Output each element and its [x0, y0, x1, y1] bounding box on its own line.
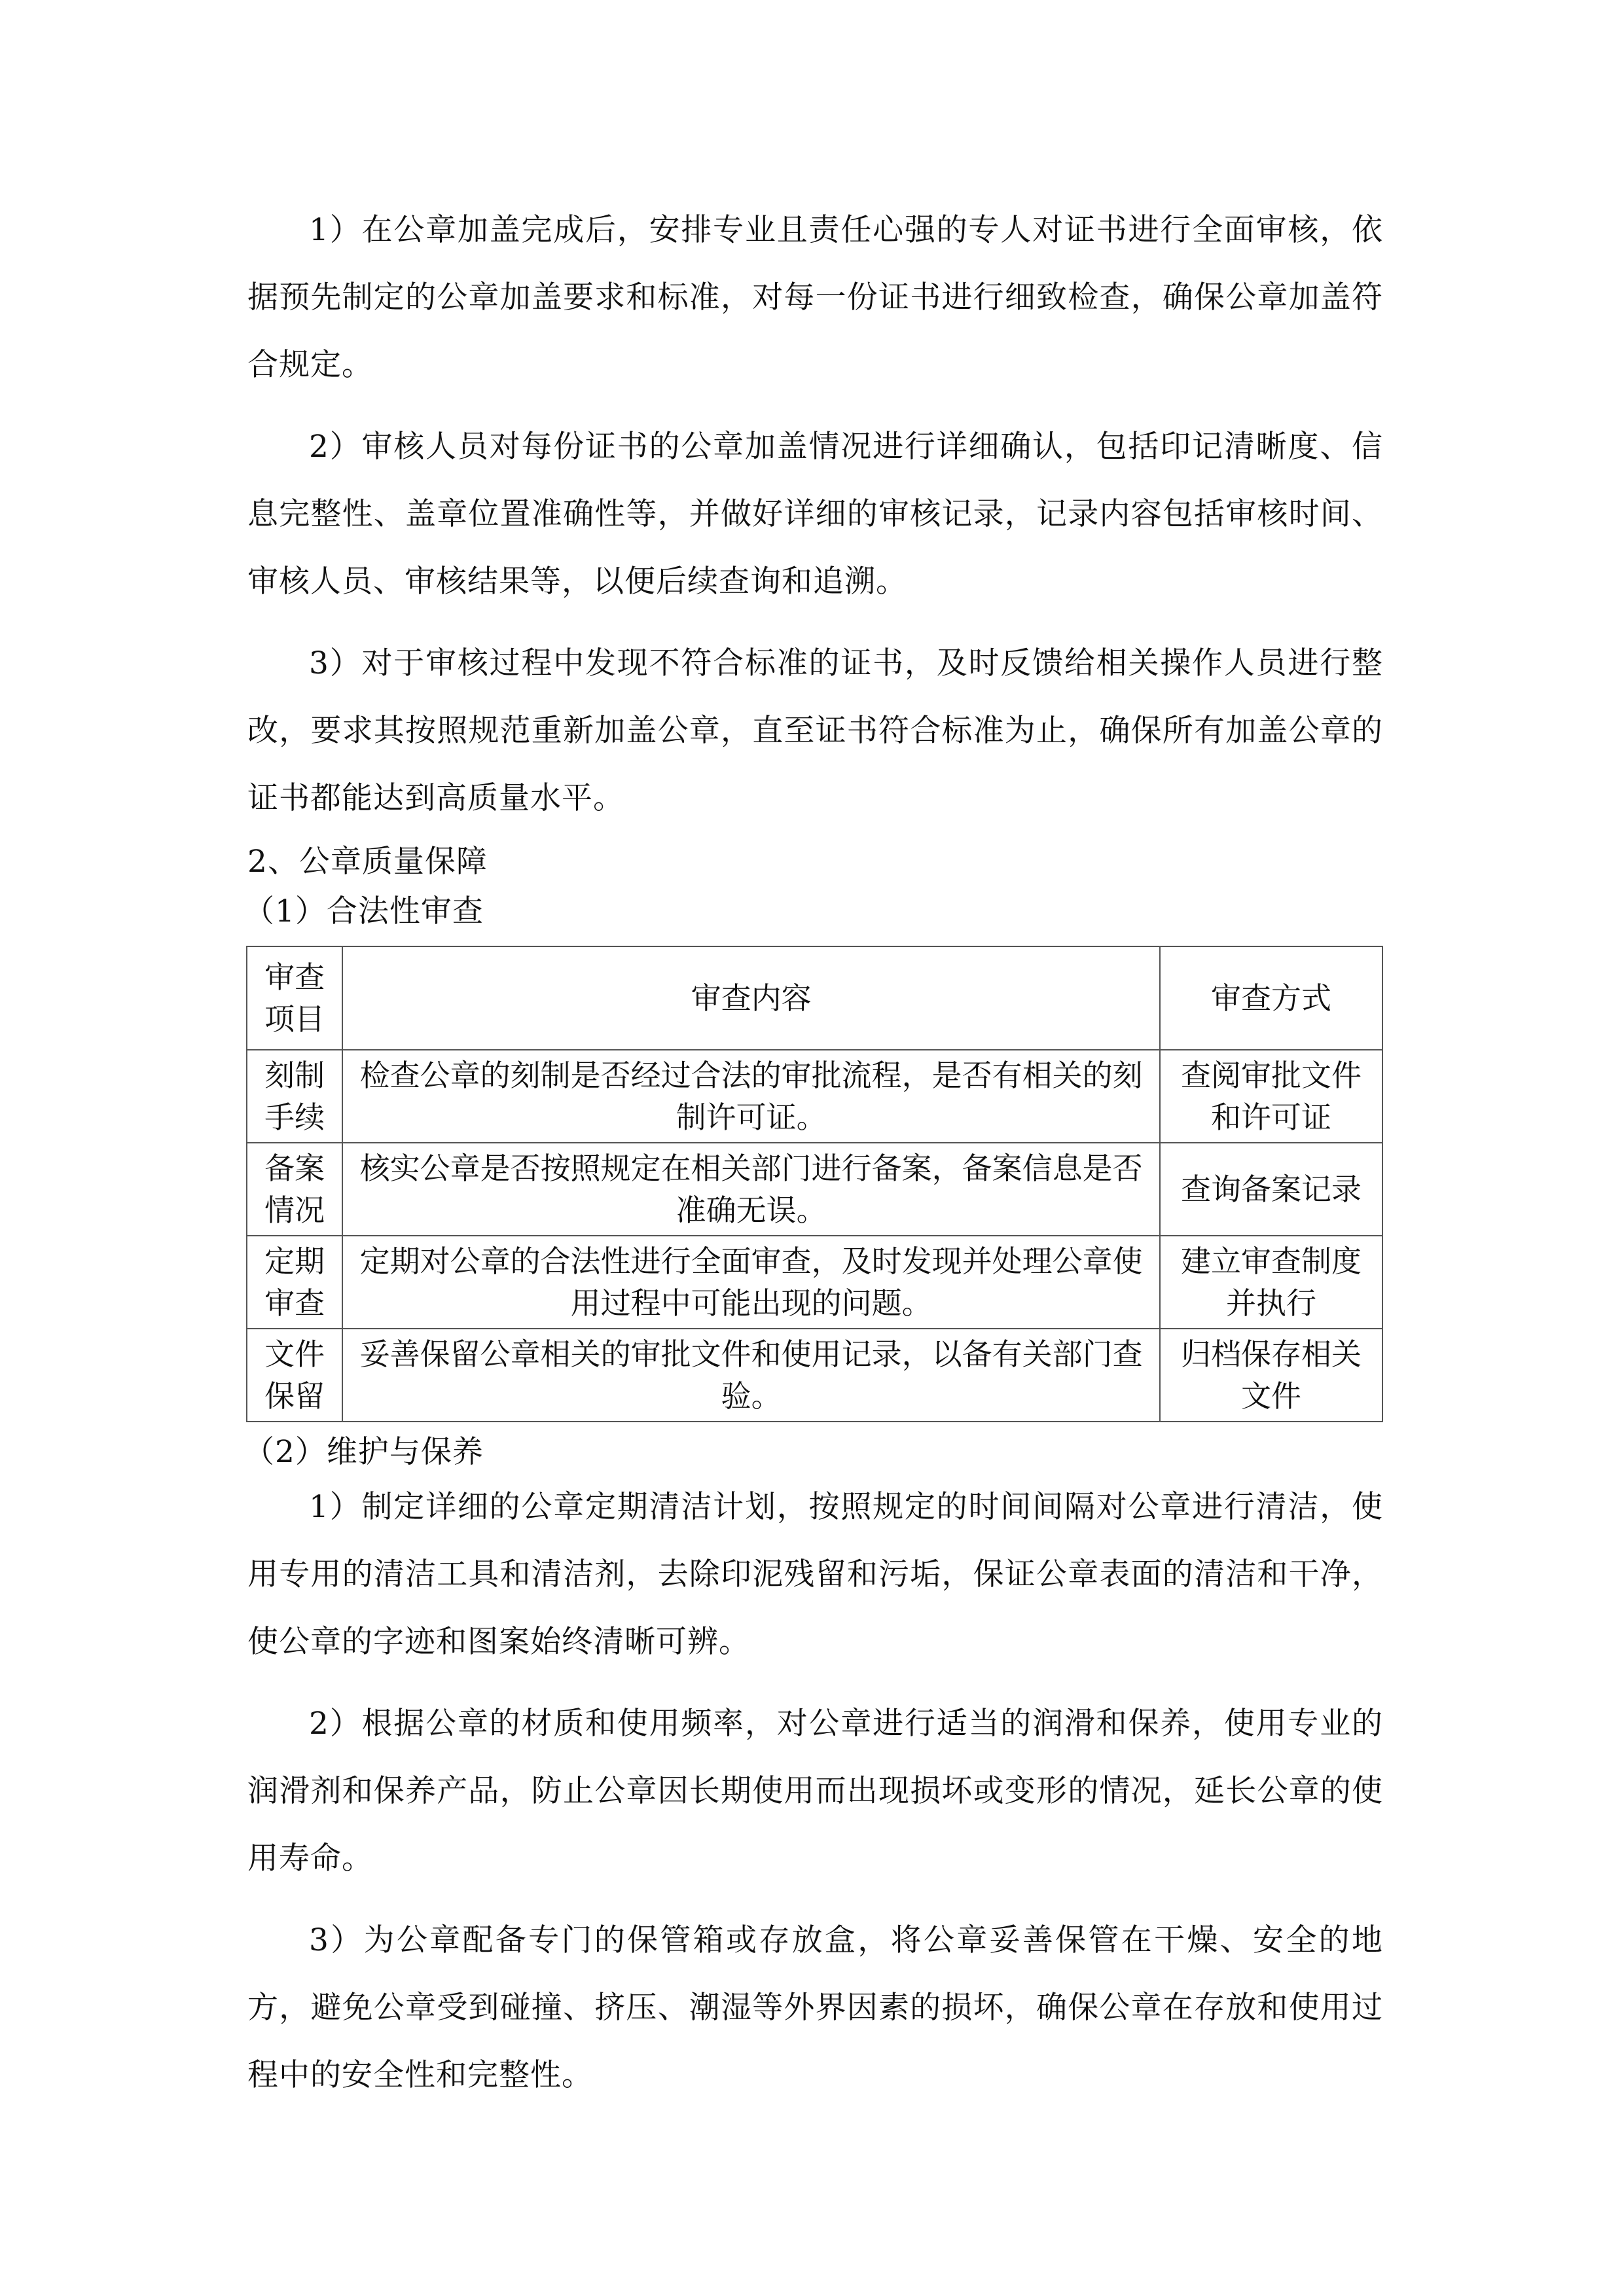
paragraph: 3）为公章配备专门的保管箱或存放盒，将公章妥善保管在干燥、安全的地方，避免公章受到碰撞、挤压、潮湿等外界因素的损坏，确保公章在存放和使用过程中的安全性和完整性。: [247, 1922, 1383, 2093]
table-cell: [342, 1329, 1160, 1422]
row-method: 归档保存相关文件: [1181, 1336, 1362, 1414]
table-row: [247, 1143, 1382, 1236]
document-page: [244, 196, 1383, 2123]
paragraph: 1）在公章加盖完成后，安排专业且责任心强的专人对证书进行全面审核，依据预先制定的公章加盖要求和标准，对每一份证书进行细致检查，确保公章加盖符合规定。: [247, 212, 1383, 383]
table-cell: [342, 1236, 1160, 1329]
header-method: 审查方式: [1211, 980, 1332, 1016]
table-cell: [247, 1143, 342, 1236]
table-cell: [1160, 1236, 1382, 1329]
row-method: 查询备案记录: [1181, 1172, 1362, 1207]
paragraph: 1）制定详细的公章定期清洁计划，按照规定的时间间隔对公章进行清洁，使用专用的清洁工具和清洁剂，去除印泥残留和污垢，保证公章表面的清洁和干净，使公章的字迹和图案始终清晰可辨。: [247, 1489, 1383, 1660]
table-row: [247, 1050, 1382, 1143]
table-header-row: [247, 946, 1382, 1050]
table-cell: [247, 1329, 342, 1422]
row-content: 定期对公章的合法性进行全面审查，及时发现并处理公章使用过程中可能出现的问题。: [359, 1244, 1143, 1321]
table-cell: [247, 1236, 342, 1329]
row-item: 刻制手续: [264, 1058, 325, 1135]
subsection-heading: （1）合法性审查: [244, 893, 484, 929]
row-item: 文件保留: [264, 1336, 325, 1414]
row-item: 备案情况: [264, 1151, 325, 1228]
table-cell: [342, 1050, 1160, 1143]
paragraph: 3）对于审核过程中发现不符合标准的证书，及时反馈给相关操作人员进行整改，要求其按照规范重新加盖公章，直至证书符合标准为止，确保所有加盖公章的证书都能达到高质量水平。: [247, 645, 1383, 816]
header-content: 审查内容: [691, 980, 812, 1016]
paragraph: 2）审核人员对每份证书的公章加盖情况进行详细确认，包括印记清晰度、信息完整性、盖章位置准确性等，并做好详细的审核记录，记录内容包括审核时间、审核人员、审核结果等，以便后续查询和追溯。: [247, 429, 1383, 600]
table-cell: [342, 1143, 1160, 1236]
table-cell: [1160, 1329, 1382, 1422]
header-item: 审查项目: [264, 960, 325, 1037]
section-heading: 2、公章质量保障: [247, 844, 488, 880]
table-header-cell: [1160, 946, 1382, 1050]
table-cell: [247, 1050, 342, 1143]
row-method: 查阅审批文件和许可证: [1181, 1058, 1362, 1135]
paragraph: 2）根据公章的材质和使用频率，对公章进行适当的润滑和保养，使用专业的润滑剂和保养产品，防止公章因长期使用而出现损坏或变形的情况，延长公章的使用寿命。: [247, 1706, 1383, 1876]
subsection-heading: （2）维护与保养: [244, 1434, 484, 1470]
row-method: 建立审查制度并执行: [1181, 1244, 1362, 1321]
row-content: 检查公章的刻制是否经过合法的审批流程，是否有相关的刻制许可证。: [359, 1058, 1143, 1135]
row-content: 核实公章是否按照规定在相关部门进行备案，备案信息是否准确无误。: [359, 1151, 1143, 1228]
table-header-cell: [342, 946, 1160, 1050]
legality-review-table: [246, 946, 1383, 1422]
table-row: [247, 1329, 1382, 1422]
table-cell: [1160, 1143, 1382, 1236]
row-content: 妥善保留公章相关的审批文件和使用记录，以备有关部门查验。: [359, 1336, 1143, 1414]
row-item: 定期审查: [264, 1244, 325, 1321]
table-header-cell: [247, 946, 342, 1050]
table-cell: [1160, 1050, 1382, 1143]
table-row: [247, 1236, 1382, 1329]
